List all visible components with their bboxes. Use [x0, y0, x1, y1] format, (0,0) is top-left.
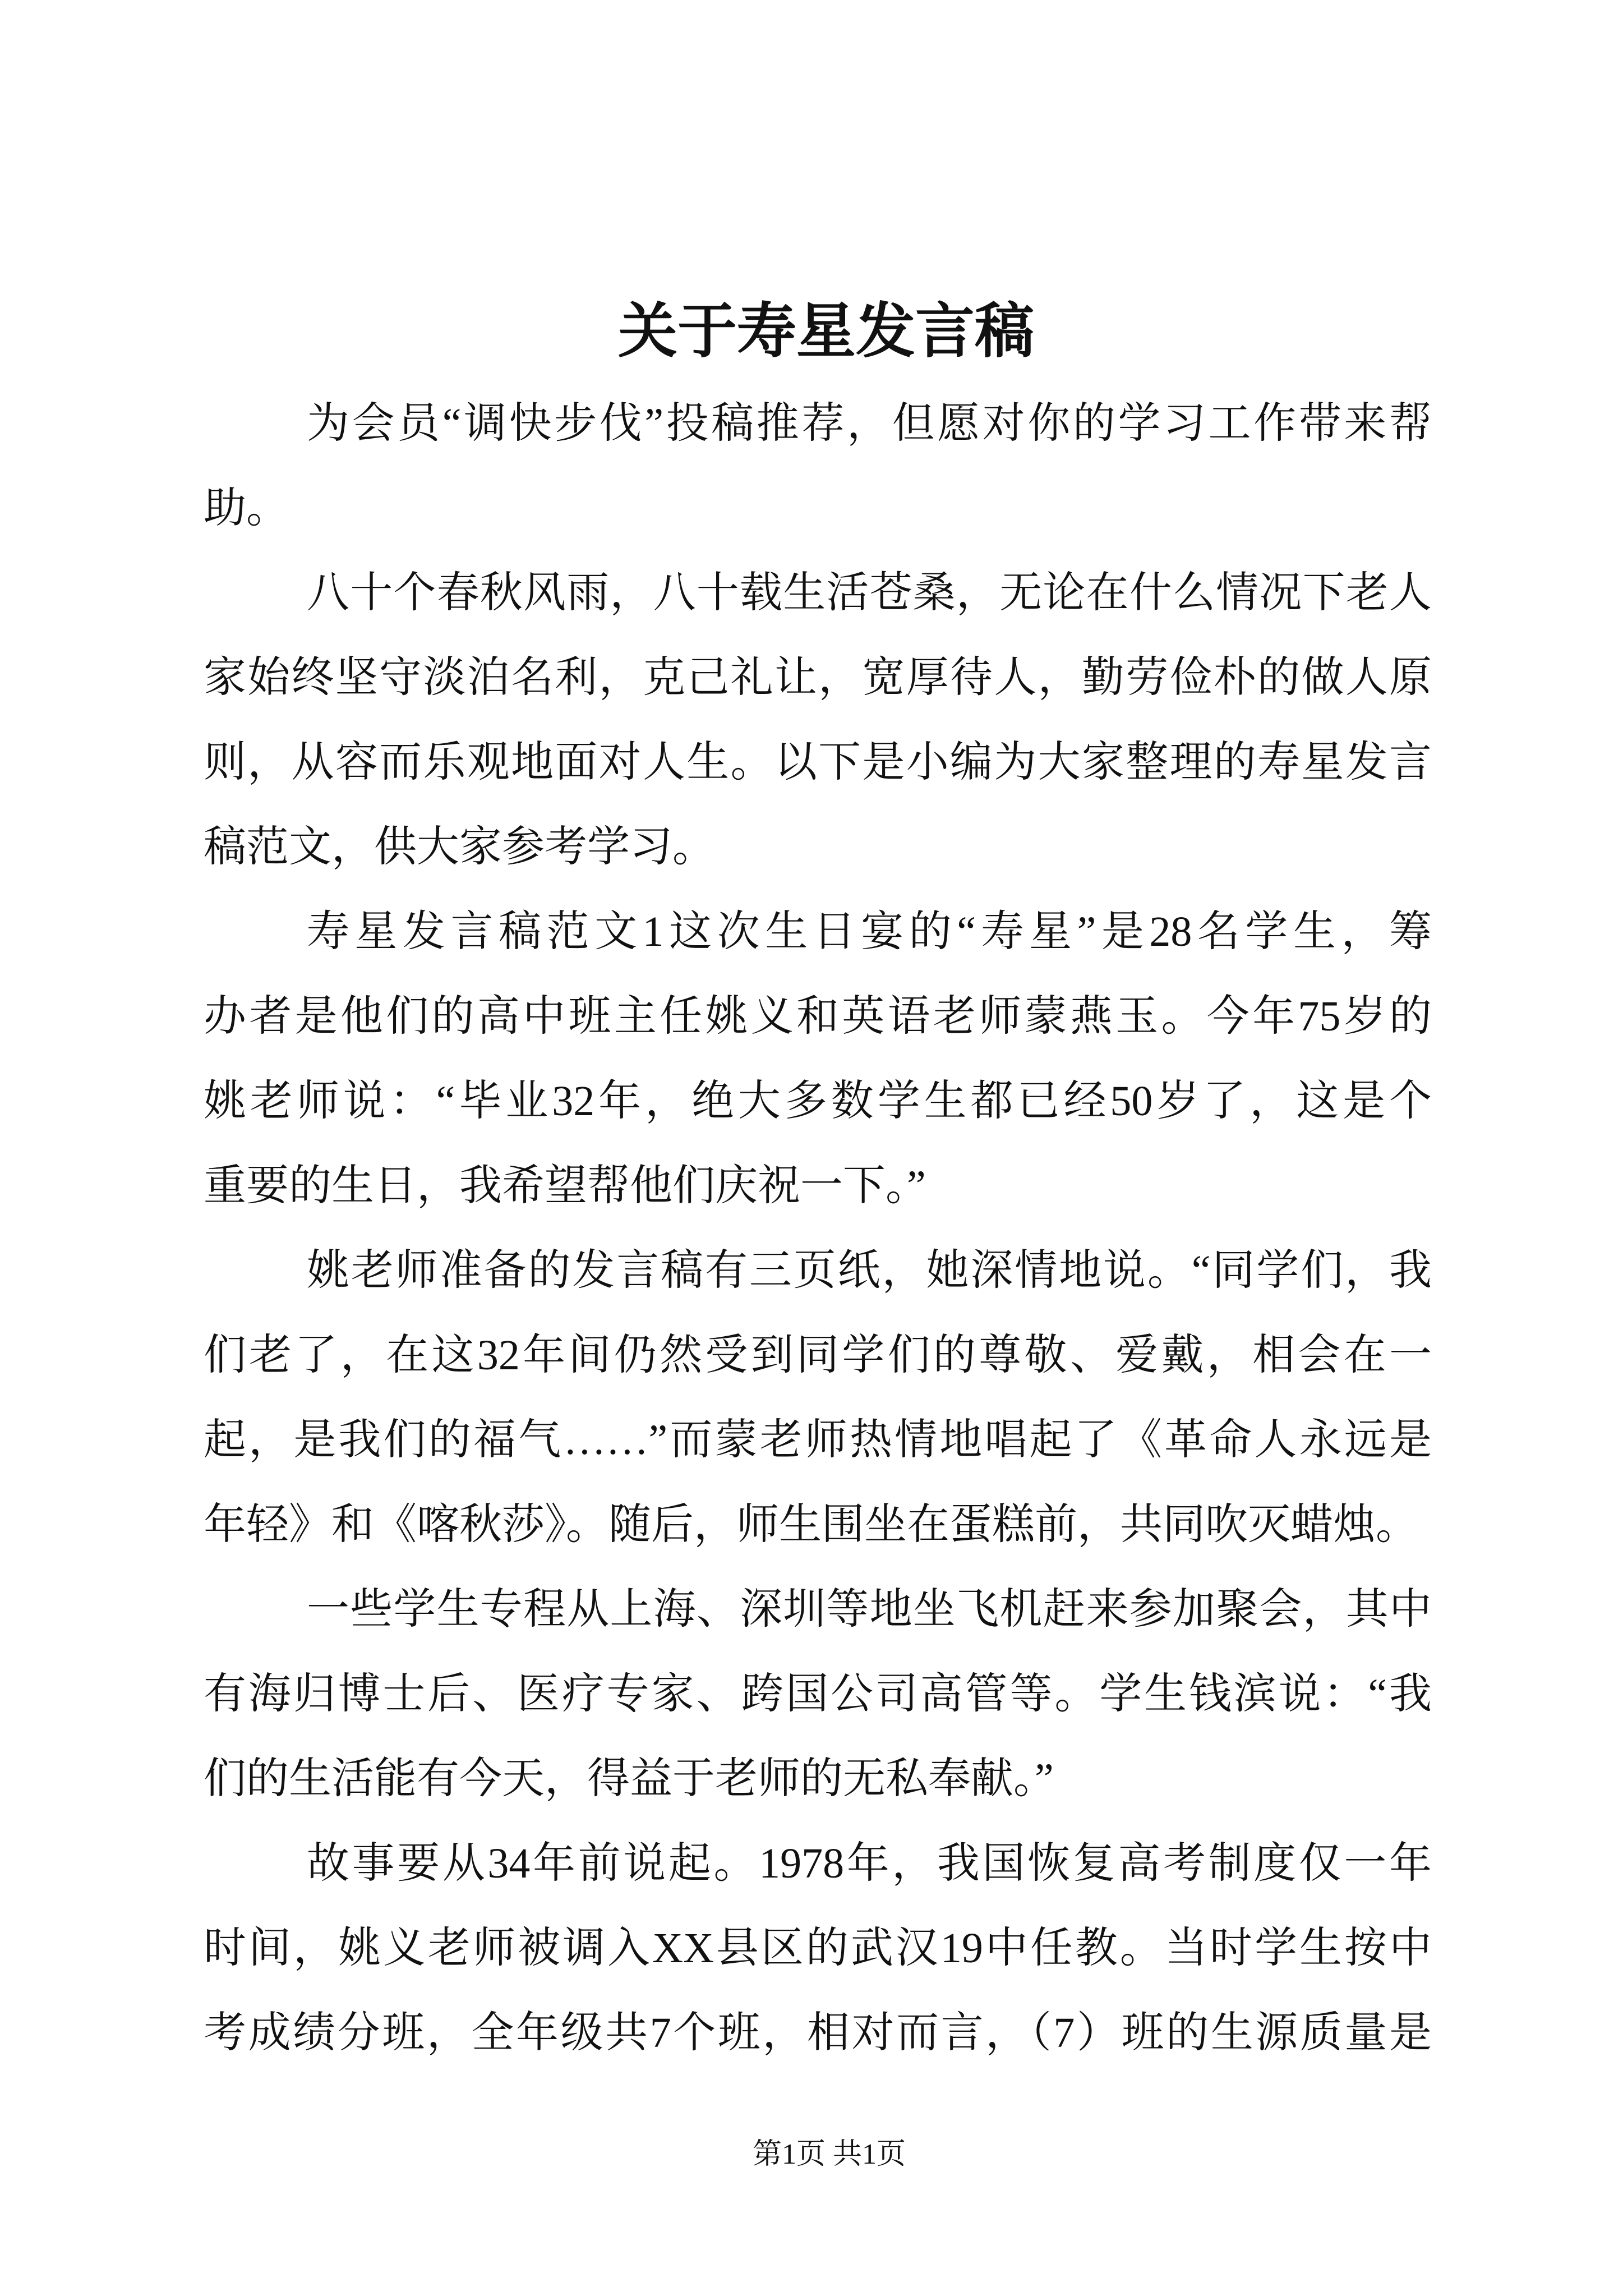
- body-line: 们的生活能有今天，得益于老师的无私奉献。”: [204, 1755, 1054, 1802]
- body-line: 稿范文，供大家参考学习。: [204, 823, 715, 871]
- body-line: 起，是我们的福气……”而蒙老师热情地唱起了《革命人永远是: [204, 1416, 1432, 1464]
- document-body: [204, 381, 1432, 2076]
- paragraph: [204, 1228, 1432, 1567]
- paragraph: [204, 1821, 1432, 2076]
- body-line: 时间，姚义老师被调入XX县区的武汉19中任教。当时学生按中: [204, 1925, 1432, 1972]
- body-line: 一些学生专程从上海、深圳等地坐飞机赶来参加聚会，其中: [307, 1586, 1432, 1633]
- body-line: 考成绩分班，全年级共7个班，相对而言，（7）班的生源质量是: [204, 2009, 1432, 2056]
- document-title: 关于寿星发言稿: [618, 299, 1034, 365]
- body-line: 八十个春秋风雨，八十载生活苍桑，无论在什么情况下老人: [307, 569, 1432, 616]
- body-line: 们老了，在这32年间仍然受到同学们的尊敬、爱戴，相会在一: [204, 1332, 1432, 1379]
- paragraph: [204, 381, 1432, 551]
- paragraph: [204, 551, 1432, 890]
- page-footer: 第1页 共1页: [753, 2138, 906, 2170]
- body-line: 姚老师说：“毕业32年，绝大多数学生都已经50岁了，这是个: [204, 1078, 1432, 1125]
- body-line: 为会员“调快步伐”投稿推荐，但愿对你的学习工作带来帮: [307, 400, 1432, 447]
- body-line: 年轻》和《喀秋莎》。随后，师生围坐在蛋糕前，共同吹灭蜡烛。: [204, 1501, 1418, 1548]
- body-line: 姚老师准备的发言稿有三页纸，她深情地说。“同学们，我: [307, 1247, 1432, 1294]
- body-line: 故事要从34年前说起。1978年，我国恢复高考制度仅一年: [307, 1840, 1432, 1887]
- body-line: 重要的生日，我希望帮他们庆祝一下。”: [204, 1162, 926, 1209]
- paragraph: [204, 1567, 1432, 1821]
- body-line: 有海归博士后、医疗专家、跨国公司高管等。学生钱滨说：“我: [204, 1671, 1432, 1718]
- body-line: 则，从容而乐观地面对人生。以下是小编为大家整理的寿星发言: [204, 739, 1432, 786]
- body-line: 助。: [204, 485, 289, 532]
- body-line: 办者是他们的高中班主任姚义和英语老师蒙燕玉。今年75岁的: [204, 993, 1432, 1040]
- body-line: 家始终坚守淡泊名利，克己礼让，宽厚待人，勤劳俭朴的做人原: [204, 654, 1432, 701]
- body-line: 寿星发言稿范文1这次生日宴的“寿星”是28名学生，筹: [307, 908, 1432, 955]
- paragraph: [204, 890, 1432, 1228]
